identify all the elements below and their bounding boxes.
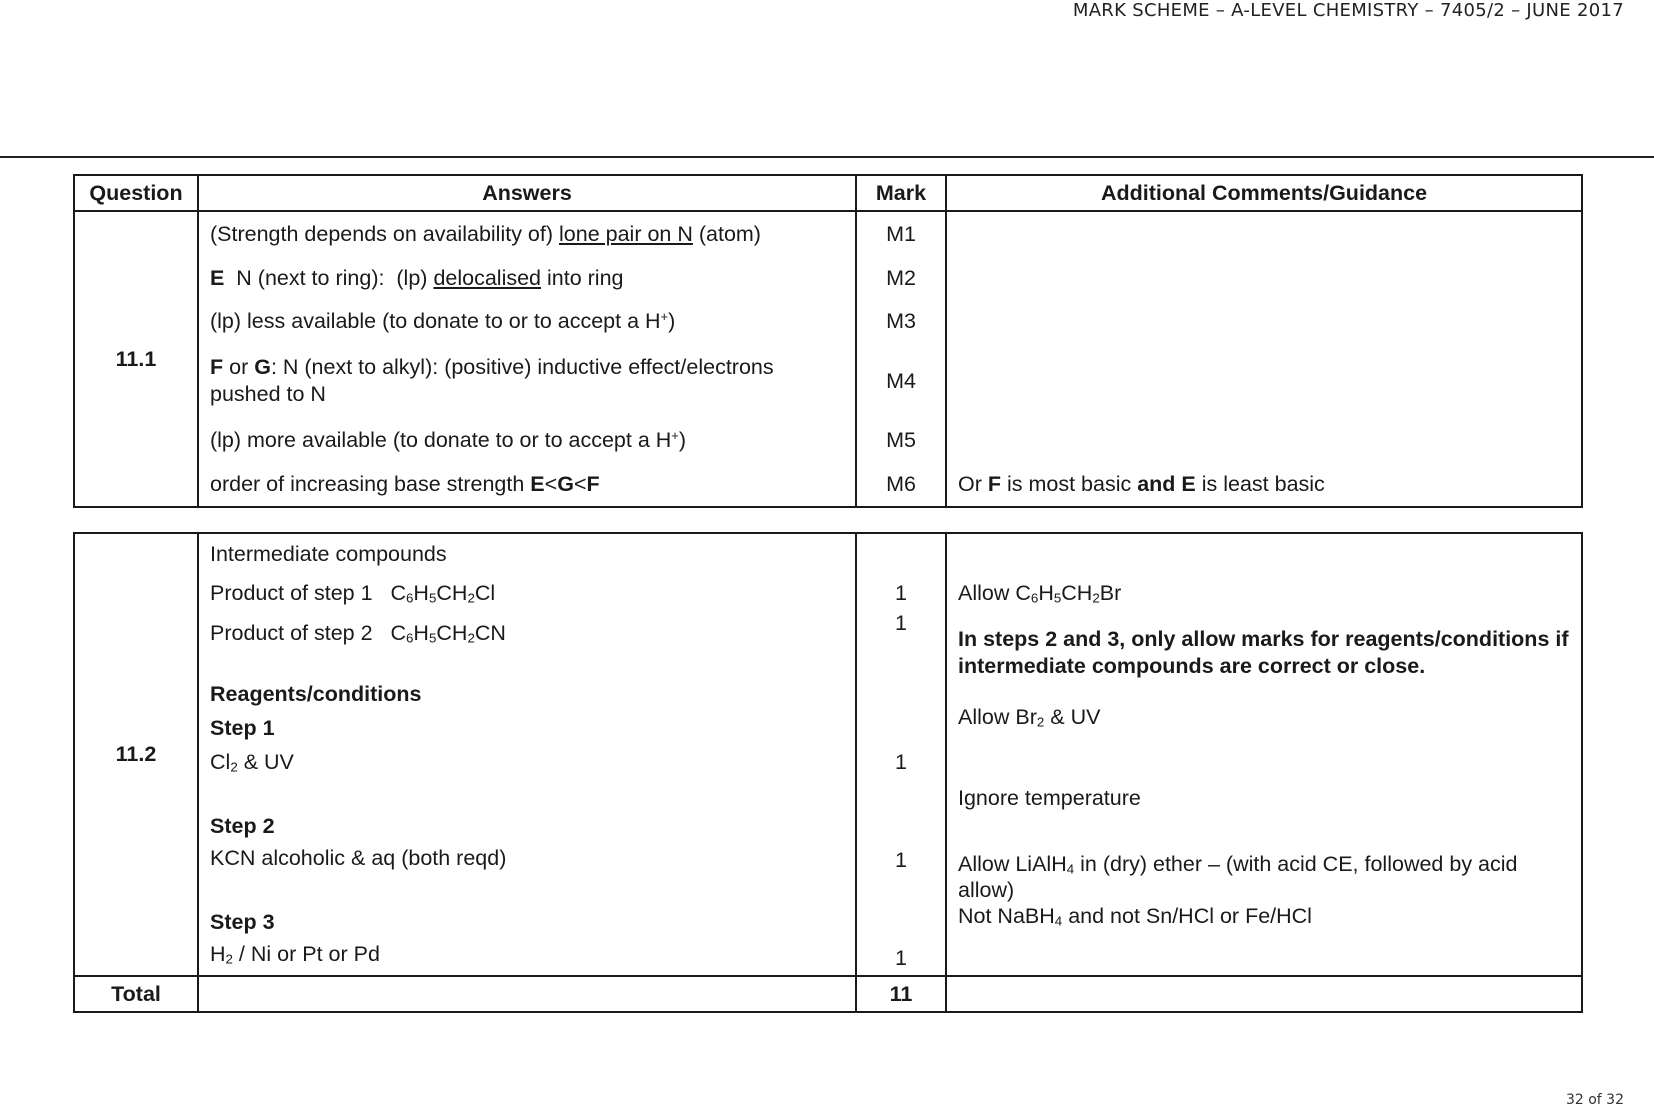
step-1-reagents: $Cl_2$ & UV <box>210 749 294 775</box>
guidance-steps-note: In steps 2 and 3, only allow marks for reagents/conditions if intermediate compounds are correct or close. <box>958 627 1569 678</box>
mark-m6: M6 <box>886 471 916 496</box>
answer-m6: order of increasing base strength E<G<F <box>210 471 600 496</box>
answer-m2: E N (next to ring): (lp) delocalised into ring <box>210 265 624 290</box>
question-number: 11.2 <box>74 533 198 976</box>
intermediate-heading: Intermediate compounds <box>210 541 447 566</box>
reagents-heading: Reagents/conditions <box>210 681 422 706</box>
mark-m5: M5 <box>886 428 916 453</box>
total-guidance-empty <box>946 976 1582 1012</box>
mark-m2: M2 <box>886 265 916 290</box>
table-row <box>74 533 1582 976</box>
header-question: Question <box>74 175 198 211</box>
guidance-cell <box>946 211 1582 507</box>
header-rule <box>0 156 1654 158</box>
step-3-reagents: $H_2$ / Ni or Pt or Pd <box>210 941 380 967</box>
mark-m4: M4 <box>886 368 916 393</box>
answer-m1: (Strength depends on availability of) lone pair on N (atom) <box>210 221 761 246</box>
step-3-title: Step 3 <box>210 909 275 934</box>
total-mark: 11 <box>856 976 946 1012</box>
answer-m3: (lp) less available (to donate to or to accept a H+) <box>210 308 676 334</box>
guidance-step-2: Ignore temperature <box>958 785 1141 810</box>
table-row <box>74 211 1582 507</box>
mark-product-2: 1 <box>895 610 907 635</box>
product-step-1: Product of step 1 $C_6H_5CH_2Cl$ <box>210 581 496 606</box>
guidance-product-1: Allow $C_6H_5CH_2Br$ <box>958 581 1122 606</box>
total-label: Total <box>74 976 198 1012</box>
step-2-reagents: KCN alcoholic & aq (both reqd) <box>210 845 507 870</box>
page-header: MARK SCHEME – A-LEVEL CHEMISTRY – 7405/2 – JUNE 2017 <box>1072 0 1624 21</box>
answers-cell <box>198 533 856 976</box>
answers-cell <box>198 211 856 507</box>
page-number: 32 of 32 <box>1565 1092 1624 1108</box>
mark-table-11-1 <box>73 174 1583 508</box>
mark-product-1: 1 <box>895 581 907 606</box>
marks-cell <box>856 533 946 976</box>
marks-cell <box>856 211 946 507</box>
table-header-row <box>74 175 1582 211</box>
question-number: 11.1 <box>74 211 198 507</box>
mark-m3: M3 <box>886 309 916 334</box>
answer-m5: (lp) more available (to donate to or to accept a H+) <box>210 427 686 453</box>
mark-step-1: 1 <box>895 749 907 774</box>
total-answers-empty <box>198 976 856 1012</box>
guidance-cell <box>946 533 1582 976</box>
mark-m1: M1 <box>886 221 916 246</box>
header-mark: Mark <box>856 175 946 211</box>
mark-table-11-2 <box>73 532 1583 1013</box>
guidance-m6: Or F is most basic and E is least basic <box>958 471 1325 496</box>
answer-m4: F or G: N (next to alkyl): (positive) inductive effect/electrons pushed to N <box>210 355 774 406</box>
guidance-step-1: Allow $Br_2$ & UV <box>958 704 1101 730</box>
step-1-title: Step 1 <box>210 715 275 740</box>
mark-step-2: 1 <box>895 847 907 872</box>
mark-step-3: 1 <box>895 945 907 970</box>
header-answers: Answers <box>198 175 856 211</box>
total-row <box>74 976 1582 1012</box>
product-step-2: Product of step 2 $C_6H_5CH_2CN$ <box>210 620 506 646</box>
step-2-title: Step 2 <box>210 813 275 838</box>
header-guidance: Additional Comments/Guidance <box>946 175 1582 211</box>
guidance-step-3: Allow LiAlH$_4$ in (dry) ether – (with acid CE, followed by acid allow) Not NaBH$_4$ and not Sn/HCl or Fe/HCl <box>958 852 1518 929</box>
